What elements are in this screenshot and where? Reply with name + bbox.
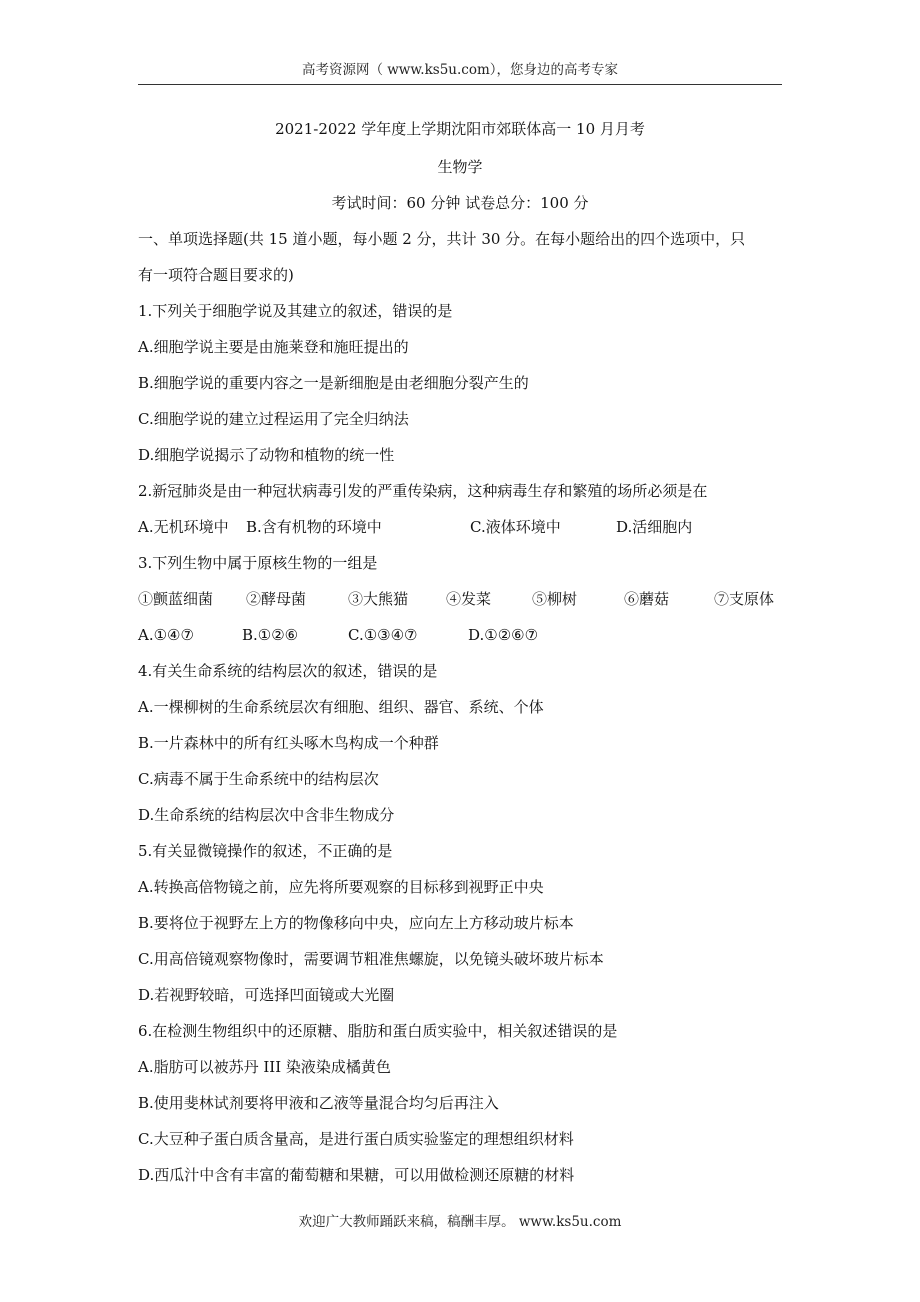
q2-option-d: D.活细胞内 xyxy=(616,518,693,536)
q3-stem: 3.下列生物中属于原核生物的一组是 xyxy=(138,554,378,572)
exam-title: 2021-2022 学年度上学期沈阳市郊联体高一 10 月月考 xyxy=(275,120,645,138)
page-header: 高考资源网（ www.ks5u.com），您身边的高考专家 xyxy=(301,62,619,78)
section-heading-line2: 有一项符合题目要求的) xyxy=(138,266,294,284)
q3-organism-list xyxy=(138,588,782,624)
q6-option-b: B.使用斐林试剂要将甲液和乙液等量混合均匀后再注入 xyxy=(138,1094,499,1112)
q3-organism: ⑦支原体 xyxy=(714,590,775,608)
q4-option-b: B.一片森林中的所有红头啄木鸟构成一个种群 xyxy=(138,734,439,752)
q4-option-d: D.生命系统的结构层次中含非生物成分 xyxy=(138,806,395,824)
q3-organism: ①颤蓝细菌 xyxy=(138,590,214,608)
q2-option-c: C.液体环境中 xyxy=(470,518,561,536)
section-heading xyxy=(138,228,782,300)
q4-option-c: C.病毒不属于生命系统中的结构层次 xyxy=(138,770,379,788)
q3-organism: ⑥蘑菇 xyxy=(624,590,670,608)
q5-option-b: B.要将位于视野左上方的物像移向中央，应向左上方移动玻片标本 xyxy=(138,914,574,932)
q6-option-a: A.脂肪可以被苏丹 III 染液染成橘黄色 xyxy=(138,1058,391,1076)
q5-stem: 5.有关显微镜操作的叙述，不正确的是 xyxy=(138,842,393,860)
q3-organism: ③大熊猫 xyxy=(348,590,409,608)
q4-stem: 4.有关生命系统的结构层次的叙述，错误的是 xyxy=(138,662,438,680)
exam-meta: 考试时间：60 分钟 试卷总分：100 分 xyxy=(331,194,589,212)
q6-option-c: C.大豆种子蛋白质含量高，是进行蛋白质实验鉴定的理想组织材料 xyxy=(138,1130,574,1148)
q6-option-d: D.西瓜汁中含有丰富的葡萄糖和果糖，可以用做检测还原糖的材料 xyxy=(138,1166,575,1184)
q5-option-c: C.用高倍镜观察物像时，需要调节粗准焦螺旋，以免镜头破坏玻片标本 xyxy=(138,950,604,968)
q3-option-a: A.①④⑦ xyxy=(138,626,194,644)
q3-option-b: B.①②⑥ xyxy=(242,626,299,644)
q1-option-b: B.细胞学说的重要内容之一是新细胞是由老细胞分裂产生的 xyxy=(138,374,529,392)
q3-option-c: C.①③④⑦ xyxy=(348,626,418,644)
q4-option-a: A.一棵柳树的生命系统层次有细胞、组织、器官、系统、个体 xyxy=(138,698,544,716)
exam-subject: 生物学 xyxy=(437,158,483,176)
q3-options xyxy=(138,624,782,660)
section-heading-line1: 一、单项选择题(共 15 道小题，每小题 2 分，共计 30 分。在每小题给出的四个选项中，只 xyxy=(138,230,746,248)
q2-options xyxy=(138,516,782,552)
q2-option-a: A.无机环境中 xyxy=(138,518,229,536)
q1-stem: 1.下列关于细胞学说及其建立的叙述，错误的是 xyxy=(138,302,453,320)
q1-option-c: C.细胞学说的建立过程运用了完全归纳法 xyxy=(138,410,409,428)
q2-option-b: B.含有机物的环境中 xyxy=(246,518,382,536)
q3-organism: ②酵母菌 xyxy=(246,590,307,608)
q5-option-a: A.转换高倍物镜之前，应先将所要观察的目标移到视野正中央 xyxy=(138,878,544,896)
q3-organism: ④发菜 xyxy=(446,590,492,608)
q6-stem: 6.在检测生物组织中的还原糖、脂肪和蛋白质实验中，相关叙述错误的是 xyxy=(138,1022,618,1040)
q1-option-a: A.细胞学说主要是由施莱登和施旺提出的 xyxy=(138,338,409,356)
exam-content xyxy=(138,228,782,1200)
header-divider xyxy=(138,84,782,85)
page-footer: 欢迎广大教师踊跃来稿，稿酬丰厚。 www.ks5u.com xyxy=(298,1214,622,1230)
q5-option-d: D.若视野较暗，可选择凹面镜或大光圈 xyxy=(138,986,395,1004)
q3-option-d: D.①②⑥⑦ xyxy=(468,626,539,644)
q2-stem: 2.新冠肺炎是由一种冠状病毒引发的严重传染病，这种病毒生存和繁殖的场所必须是在 xyxy=(138,482,708,500)
q1-option-d: D.细胞学说揭示了动物和植物的统一性 xyxy=(138,446,395,464)
q3-organism: ⑤柳树 xyxy=(532,590,578,608)
